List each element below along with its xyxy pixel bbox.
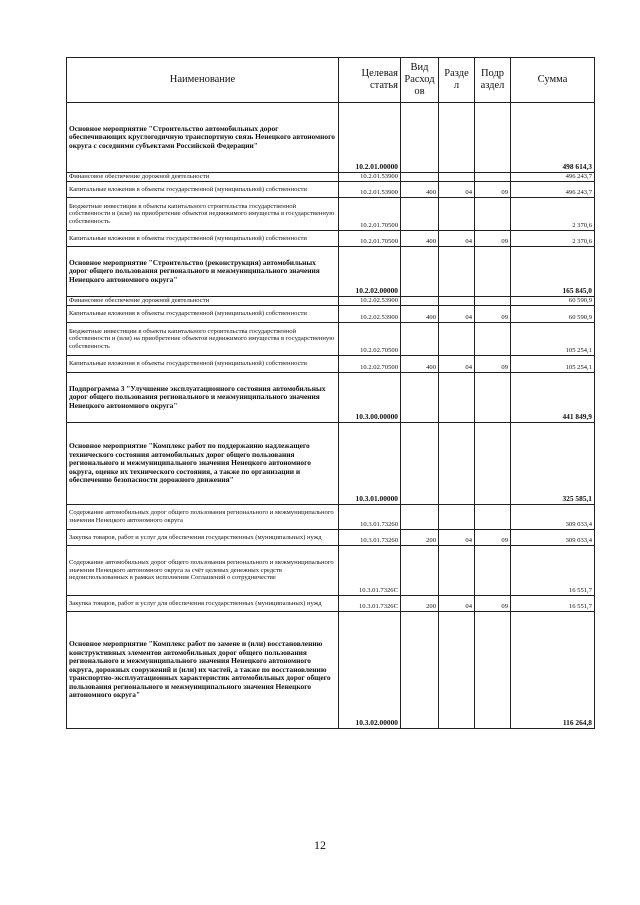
cell-target: 10.2.01.53900: [339, 173, 401, 182]
cell-name: Финансовое обеспечение дорожной деятельности: [67, 297, 339, 306]
cell-podrazdel: [475, 612, 511, 729]
table-row: [67, 356, 595, 373]
cell-podrazdel: 09: [475, 306, 511, 323]
table-row: [67, 323, 595, 356]
cell-podrazdel: [475, 546, 511, 596]
cell-razdel: 04: [439, 596, 475, 612]
cell-razdel: 04: [439, 530, 475, 546]
header-podrazdel: Подр аздел: [475, 58, 511, 103]
cell-name: Капитальные вложения в объекты государственной (муниципальной) собственности: [67, 356, 339, 373]
cell-sum: 441 849,9: [511, 373, 595, 423]
cell-razdel: [439, 297, 475, 306]
cell-podrazdel: 09: [475, 530, 511, 546]
cell-target: 10.3.01.7326С: [339, 546, 401, 596]
cell-podrazdel: 09: [475, 596, 511, 612]
cell-target: 10.3.01.00000: [339, 423, 401, 505]
cell-sum: 60 590,9: [511, 306, 595, 323]
cell-vid: [401, 546, 439, 596]
cell-sum: 2 370,6: [511, 198, 595, 231]
cell-target: 10.2.02.53900: [339, 297, 401, 306]
cell-sum: 165 845,0: [511, 247, 595, 297]
cell-target: 10.3.01.73260: [339, 505, 401, 530]
cell-razdel: [439, 423, 475, 505]
header-razdel: Разде л: [439, 58, 475, 103]
cell-sum: 325 585,1: [511, 423, 595, 505]
cell-target: 10.3.02.00000: [339, 612, 401, 729]
table-row: [67, 546, 595, 596]
table-header-row: [67, 58, 595, 103]
cell-podrazdel: [475, 297, 511, 306]
cell-vid: [401, 423, 439, 505]
cell-razdel: [439, 505, 475, 530]
table-row: [67, 306, 595, 323]
cell-vid: 400: [401, 231, 439, 247]
cell-target: 10.2.01.70500: [339, 231, 401, 247]
budget-table: [66, 57, 595, 729]
table-row: [67, 505, 595, 530]
table-row: [67, 373, 595, 423]
cell-razdel: [439, 247, 475, 297]
cell-razdel: 04: [439, 306, 475, 323]
cell-sum: 309 033,4: [511, 505, 595, 530]
cell-podrazdel: [475, 323, 511, 356]
cell-vid: 200: [401, 596, 439, 612]
table-row: [67, 612, 595, 729]
cell-vid: [401, 103, 439, 173]
cell-podrazdel: 09: [475, 231, 511, 247]
table-row: [67, 297, 595, 306]
table-row: [67, 247, 595, 297]
cell-vid: [401, 505, 439, 530]
cell-target: 10.2.02.53900: [339, 306, 401, 323]
cell-name: Основное мероприятие "Комплекс работ по поддержанию надлежащего технического состояния автомобильных дорог общего пользования регионального и межмуниципального значения Ненецкого автономного округа, оценке их технического состояния, а также по организации и обеспечению безопасности дорожного движения": [67, 423, 339, 505]
page-number: 12: [314, 838, 326, 852]
cell-name: Закупка товаров, работ и услуг для обеспечения государственных (муниципальных) нужд: [67, 596, 339, 612]
cell-name: Капитальные вложения в объекты государственной (муниципальной) собственности: [67, 182, 339, 198]
cell-podrazdel: 09: [475, 182, 511, 198]
table-row: [67, 198, 595, 231]
header-summa: Сумма: [511, 58, 595, 103]
cell-target: 10.2.02.70500: [339, 323, 401, 356]
cell-target: 10.3.00.00000: [339, 373, 401, 423]
table-row: [67, 173, 595, 182]
cell-name: Подпрограмма 3 "Улучшение эксплуатационного состояния автомобильных дорог общего пользования регионального и межмуниципального значения Ненецкого автономного округа": [67, 373, 339, 423]
cell-razdel: [439, 198, 475, 231]
cell-name: Основное мероприятие "Строительство автомобильных дорог обеспечивающих круглогодичную транспортную связь Ненецкого автономного округа с соседними субъектами Российской Федерации": [67, 103, 339, 173]
cell-razdel: [439, 373, 475, 423]
cell-name: Финансовое обеспечение дорожной деятельности: [67, 173, 339, 182]
cell-vid: [401, 198, 439, 231]
cell-target: 10.3.01.7326С: [339, 596, 401, 612]
cell-name: Содержание автомобильных дорог общего пользования регионального и межмуниципального значения Ненецкого автономного округа: [67, 505, 339, 530]
table-body: [67, 103, 595, 729]
cell-vid: 200: [401, 530, 439, 546]
table-row: [67, 231, 595, 247]
cell-vid: [401, 373, 439, 423]
cell-podrazdel: [475, 173, 511, 182]
cell-sum: 105 254,1: [511, 356, 595, 373]
cell-target: 10.2.02.70500: [339, 356, 401, 373]
table-row: [67, 530, 595, 546]
cell-name: Закупка товаров, работ и услуг для обеспечения государственных (муниципальных) нужд: [67, 530, 339, 546]
cell-sum: 2 370,6: [511, 231, 595, 247]
cell-target: 10.2.01.53900: [339, 182, 401, 198]
cell-name: Бюджетные инвестиции в объекты капитального строительства государственной собственности и (или) на приобретение объектов недвижимого имущества в государственную собственность: [67, 323, 339, 356]
cell-vid: [401, 297, 439, 306]
cell-podrazdel: [475, 103, 511, 173]
cell-razdel: [439, 103, 475, 173]
cell-razdel: 04: [439, 356, 475, 373]
cell-name: Бюджетные инвестиции в объекты капитального строительства государственной собственности и (или) на приобретение объектов недвижимого имущества в государственную собственность: [67, 198, 339, 231]
cell-sum: 496 243,7: [511, 182, 595, 198]
cell-podrazdel: 09: [475, 356, 511, 373]
cell-target: 10.2.01.70500: [339, 198, 401, 231]
cell-target: 10.2.01.00000: [339, 103, 401, 173]
cell-podrazdel: [475, 505, 511, 530]
cell-podrazdel: [475, 247, 511, 297]
header-name: Наименование: [67, 58, 339, 103]
cell-vid: 400: [401, 356, 439, 373]
table-row: [67, 103, 595, 173]
cell-sum: 309 033,4: [511, 530, 595, 546]
cell-sum: 60 590,9: [511, 297, 595, 306]
cell-vid: [401, 612, 439, 729]
table-row: [67, 182, 595, 198]
cell-name: Капитальные вложения в объекты государственной (муниципальной) собственности: [67, 231, 339, 247]
cell-podrazdel: [475, 198, 511, 231]
table-row: [67, 596, 595, 612]
cell-name: Содержание автомобильных дорог общего пользования регионального и межмуниципального значения Ненецкого автономного округа за счёт целевых денежных средств недоиспользованных в рамках исполнения Соглашений о сотрудничестве: [67, 546, 339, 596]
cell-razdel: [439, 612, 475, 729]
cell-razdel: 04: [439, 231, 475, 247]
cell-razdel: [439, 323, 475, 356]
table-row: [67, 423, 595, 505]
header-vid: Вид Расход ов: [401, 58, 439, 103]
cell-vid: 400: [401, 306, 439, 323]
header-target: Целевая статья: [339, 58, 401, 103]
cell-sum: 16 551,7: [511, 596, 595, 612]
cell-vid: [401, 173, 439, 182]
cell-name: Основное мероприятие "Комплекс работ по замене и (или) восстановлению конструктивных элементов автомобильных дорог общего пользования регионального и межмуниципального значения Ненецкого автономного округа, дорожных сооружений и (или) их частей, а также по восстановлению транспортно-эксплуатационных характеристик автомобильных дорог общего пользования регионального и межмуниципального значения Ненецкого автономного округа": [67, 612, 339, 729]
cell-sum: 116 264,8: [511, 612, 595, 729]
cell-vid: [401, 323, 439, 356]
cell-podrazdel: [475, 423, 511, 505]
cell-podrazdel: [475, 373, 511, 423]
cell-sum: 498 614,3: [511, 103, 595, 173]
cell-name: Основное мероприятие "Строительство (реконструкция) автомобильных дорог общего пользования регионального и межмуниципального значения Ненецкого автономного округа": [67, 247, 339, 297]
cell-sum: 16 551,7: [511, 546, 595, 596]
cell-vid: 400: [401, 182, 439, 198]
cell-razdel: 04: [439, 182, 475, 198]
cell-razdel: [439, 173, 475, 182]
cell-sum: 496 243,7: [511, 173, 595, 182]
cell-sum: 105 254,1: [511, 323, 595, 356]
cell-target: 10.3.01.73260: [339, 530, 401, 546]
cell-razdel: [439, 546, 475, 596]
cell-target: 10.2.02.00000: [339, 247, 401, 297]
cell-vid: [401, 247, 439, 297]
cell-name: Капитальные вложения в объекты государственной (муниципальной) собственности: [67, 306, 339, 323]
